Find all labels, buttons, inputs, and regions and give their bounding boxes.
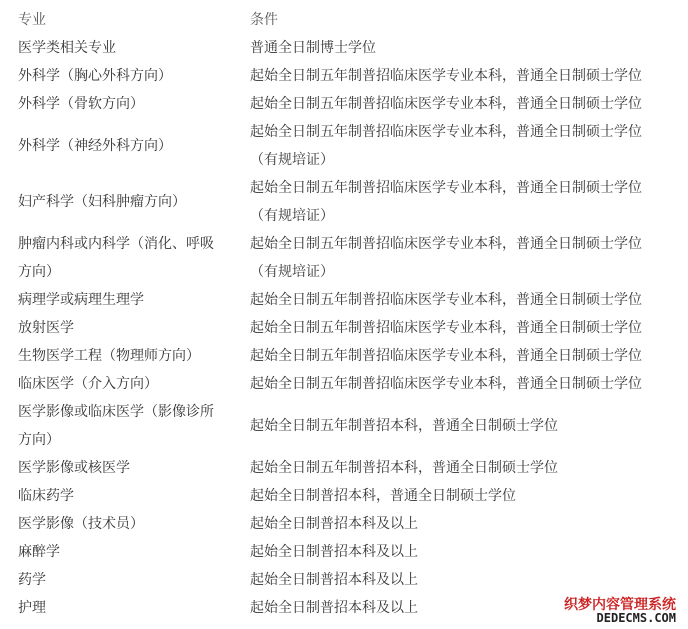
table-row xyxy=(0,510,688,538)
condition-text: 起始全日制五年制普招临床医学专业本科，普通全日制硕士学位 xyxy=(250,124,642,140)
requirements-table xyxy=(0,6,688,622)
major-cell xyxy=(0,594,232,622)
major-cell xyxy=(0,566,232,594)
table-row xyxy=(0,34,688,62)
major-text: 外科学（骨软方向） xyxy=(18,96,144,112)
header-condition: 条件 xyxy=(250,12,278,28)
condition-cell xyxy=(232,174,688,230)
condition-cell xyxy=(232,566,688,594)
condition-text: 起始全日制五年制普招临床医学专业本科，普通全日制硕士学位 xyxy=(250,96,642,112)
condition-text: 起始全日制普招本科及以上 xyxy=(250,516,418,532)
condition-cell xyxy=(232,230,688,286)
condition-text: 起始全日制五年制普招临床医学专业本科，普通全日制硕士学位 xyxy=(250,236,642,252)
major-text: 方向） xyxy=(18,432,60,448)
major-cell xyxy=(0,188,232,216)
condition-text: 起始全日制普招本科及以上 xyxy=(250,600,418,616)
major-cell xyxy=(0,34,232,62)
condition-text: 起始全日制普招本科及以上 xyxy=(250,572,418,588)
major-cell xyxy=(0,398,232,454)
major-text: 药学 xyxy=(18,572,46,588)
major-text: 医学影像或核医学 xyxy=(18,460,130,476)
table-row xyxy=(0,398,688,454)
major-text: 放射医学 xyxy=(18,320,74,336)
condition-cell xyxy=(232,538,688,566)
table-header-row xyxy=(0,6,688,34)
major-cell xyxy=(0,132,232,160)
major-text: 医学影像（技术员） xyxy=(18,516,144,532)
condition-cell xyxy=(232,314,688,342)
condition-cell xyxy=(232,510,688,538)
table-row xyxy=(0,342,688,370)
major-text: 方向） xyxy=(18,264,60,280)
major-cell xyxy=(0,314,232,342)
condition-cell xyxy=(232,90,688,118)
table-row xyxy=(0,118,688,174)
condition-cell xyxy=(232,342,688,370)
major-cell xyxy=(0,90,232,118)
condition-cell xyxy=(232,34,688,62)
table-row xyxy=(0,370,688,398)
major-text: 肿瘤内科或内科学（消化、呼吸 xyxy=(18,236,214,252)
watermark-en-text: DEDECMS.COM xyxy=(596,611,676,626)
major-text: 妇产科学（妇科肿瘤方向） xyxy=(18,194,186,210)
major-text: 外科学（胸心外科方向） xyxy=(18,68,172,84)
condition-cell xyxy=(232,412,688,440)
major-text: 医学类相关专业 xyxy=(18,40,116,56)
condition-text: 起始全日制五年制普招临床医学专业本科，普通全日制硕士学位 xyxy=(250,348,642,364)
major-cell xyxy=(0,482,232,510)
major-text: 病理学或病理生理学 xyxy=(18,292,144,308)
table-row xyxy=(0,454,688,482)
major-cell xyxy=(0,286,232,314)
table-row xyxy=(0,230,688,286)
condition-cell xyxy=(232,482,688,510)
condition-text: 起始全日制五年制普招临床医学专业本科，普通全日制硕士学位 xyxy=(250,68,642,84)
condition-text: 起始全日制普招本科，普通全日制硕士学位 xyxy=(250,488,516,504)
condition-cell xyxy=(232,454,688,482)
table-row xyxy=(0,286,688,314)
table-row xyxy=(0,314,688,342)
major-cell xyxy=(0,342,232,370)
condition-text: （有规培证） xyxy=(250,264,334,280)
major-cell xyxy=(0,62,232,90)
major-text: 外科学（神经外科方向） xyxy=(18,138,172,154)
condition-cell xyxy=(232,62,688,90)
condition-text: 普通全日制博士学位 xyxy=(250,40,376,56)
condition-text: 起始全日制五年制普招临床医学专业本科，普通全日制硕士学位 xyxy=(250,292,642,308)
major-cell xyxy=(0,454,232,482)
condition-text: （有规培证） xyxy=(250,152,334,168)
table-row xyxy=(0,482,688,510)
major-text: 医学影像或临床医学（影像诊所 xyxy=(18,404,214,420)
condition-text: 起始全日制五年制普招临床医学专业本科，普通全日制硕士学位 xyxy=(250,376,642,392)
header-major: 专业 xyxy=(18,12,46,28)
table-row xyxy=(0,62,688,90)
watermark-logo xyxy=(564,598,676,625)
condition-text: 起始全日制五年制普招本科，普通全日制硕士学位 xyxy=(250,418,558,434)
major-cell xyxy=(0,510,232,538)
table-body xyxy=(0,34,688,622)
watermark-cn-text: 织梦内容管理系统 xyxy=(564,596,676,613)
major-text: 护理 xyxy=(18,600,46,616)
table-row xyxy=(0,566,688,594)
condition-text: （有规培证） xyxy=(250,208,334,224)
major-text: 麻醉学 xyxy=(18,544,60,560)
condition-text: 起始全日制五年制普招临床医学专业本科，普通全日制硕士学位 xyxy=(250,180,642,196)
major-cell xyxy=(0,538,232,566)
major-text: 生物医学工程（物理师方向） xyxy=(18,348,200,364)
condition-cell xyxy=(232,118,688,174)
major-text: 临床医学（介入方向） xyxy=(18,376,158,392)
table-row xyxy=(0,174,688,230)
major-cell xyxy=(0,230,232,286)
table-row xyxy=(0,90,688,118)
major-text: 临床药学 xyxy=(18,488,74,504)
condition-text: 起始全日制普招本科及以上 xyxy=(250,544,418,560)
major-cell xyxy=(0,370,232,398)
condition-text: 起始全日制五年制普招本科，普通全日制硕士学位 xyxy=(250,460,558,476)
condition-cell xyxy=(232,286,688,314)
condition-cell xyxy=(232,370,688,398)
table-row xyxy=(0,538,688,566)
condition-text: 起始全日制五年制普招临床医学专业本科，普通全日制硕士学位 xyxy=(250,320,642,336)
